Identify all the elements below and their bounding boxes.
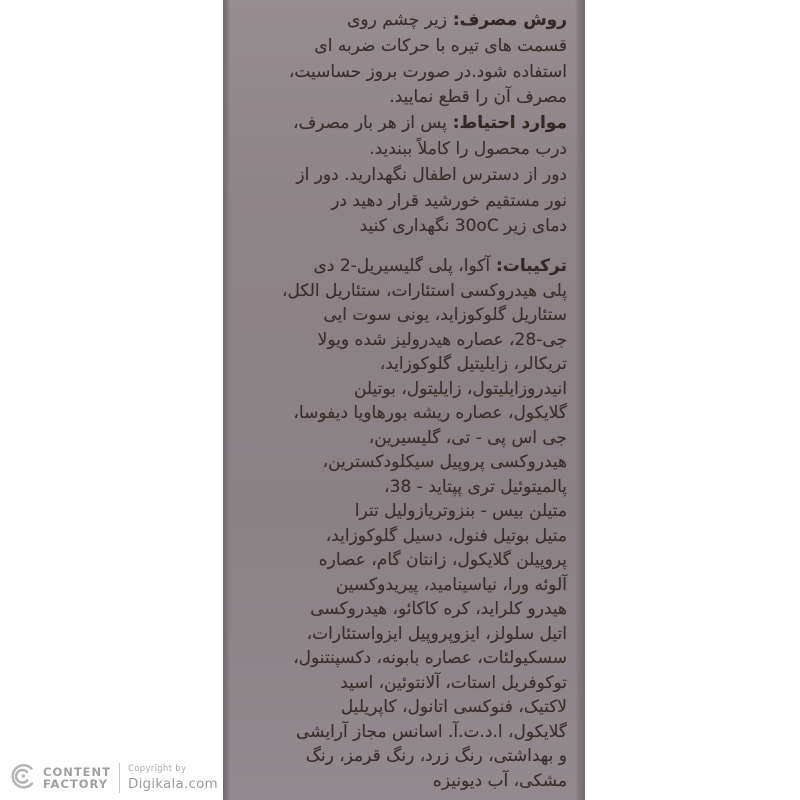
text-line: دمای زیر ‎30oC‎ نگهداری کنید bbox=[359, 216, 567, 237]
box-text bbox=[235, 0, 567, 793]
text-line: جی اس پی - تی، گلیسیرین، bbox=[368, 427, 567, 448]
usage-instructions bbox=[235, 8, 567, 240]
content-factory-wordmark bbox=[43, 766, 111, 791]
copyright-label: Copyright by bbox=[128, 764, 187, 774]
content-factory-logo-icon bbox=[8, 761, 38, 795]
text-line: آلوئه ورا، نیاسینامید، پیریدوکسین bbox=[335, 574, 567, 595]
text-line: روش مصرف: زیر چشم روی bbox=[347, 10, 567, 30]
wordmark-line1: CONTENT bbox=[43, 764, 112, 779]
text-line: جی-28، عصاره هیدرولیز شده ویولا bbox=[317, 329, 567, 350]
watermark-divider bbox=[119, 763, 120, 793]
text-line: درب محصول را کاملاً ببندید. bbox=[369, 138, 567, 159]
text-line: اتیل سلولز، ایزوپروپیل ایزواستئارات، bbox=[306, 623, 567, 644]
text-line: پلی هیدروکسی استئارات، ستئاریل الکل، bbox=[282, 280, 567, 301]
text-line: هیدروکسی پروپیل سیکلودکسترین، bbox=[322, 452, 567, 473]
wordmark-line2: FACTORY bbox=[43, 777, 109, 791]
text-line: نور مستقیم خورشید قرار دهید در bbox=[331, 190, 567, 211]
text-line: قسمت های تیره با حرکات ضربه ای bbox=[314, 35, 567, 56]
digikala-site-label: Digikala.com bbox=[128, 776, 218, 792]
text-line: ستئاریل گلوکوزاید، یونی سوت ایی bbox=[323, 305, 567, 326]
watermark-copyright bbox=[128, 764, 218, 792]
text-line: توکوفریل استات، آلانتوئین، اسید bbox=[340, 672, 567, 693]
text-line: تریکالر، زایلیتیل گلوکوزاید، bbox=[379, 354, 567, 375]
text-line: استفاده شود.در صورت بروز حساسیت، bbox=[288, 61, 567, 82]
text-line: موارد احتیاط: پس از هر بار مصرف، bbox=[293, 113, 567, 134]
text-line: متیلن بیس - بنزوتریازولیل تترا bbox=[354, 501, 567, 522]
text-line: سسکیولئات، عصاره بابونه، دکسپنتنول، bbox=[293, 648, 567, 669]
text-line: و بهداشتی، رنگ زرد، رنگ قرمز، رنگ bbox=[305, 746, 567, 767]
text-line: هیدرو کلراید، کره کاکائو، هیدروکسی bbox=[310, 599, 567, 620]
watermark bbox=[8, 761, 218, 795]
text-line: پالمیتوئیل تری پپتاید - 38، bbox=[384, 476, 567, 497]
text-line: پروپیلن گلایکول، زانتان گام، عصاره bbox=[318, 550, 567, 571]
text-line: گلایکول، ا.د.ت.آ. اسانس مجاز آرایشی bbox=[296, 721, 567, 742]
text-line: لاکتیک، فنوکسی اتانول، کاپریلیل bbox=[340, 697, 567, 718]
product-box bbox=[223, 0, 585, 800]
text-line: مشکی، آب دیونیزه bbox=[432, 770, 567, 791]
ingredients-list bbox=[235, 254, 567, 793]
text-line: مصرف آن را قطع نمایید. bbox=[389, 87, 567, 108]
text-line: متیل بوتیل فنول، دسیل گلوکوزاید، bbox=[325, 525, 567, 546]
text-line: گلایکول، عصاره ریشه بورهاویا دیفوسا، bbox=[293, 403, 567, 424]
text-line: دور از دسترس اطفال نگهدارید. دور از bbox=[296, 164, 567, 185]
text-line: انیدروزایلیتول، زایلیتول، بوتیلن bbox=[353, 378, 567, 399]
text-line: ترکیبات: آکوا، پلی گلیسیریل-2 دی bbox=[313, 256, 567, 277]
